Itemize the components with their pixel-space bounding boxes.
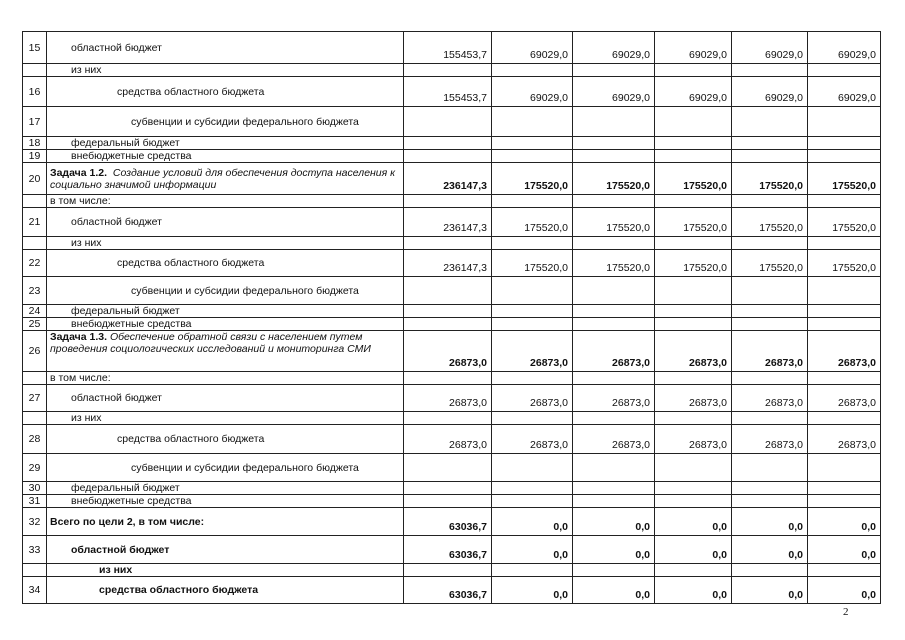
- cell-value: [492, 150, 573, 163]
- cell-value: [492, 305, 573, 318]
- row-label: из них: [47, 64, 404, 77]
- cell-value: [492, 237, 573, 250]
- row-label: в том числе:: [47, 372, 404, 385]
- cell-value: 69029,0: [655, 77, 732, 107]
- cell-value: [573, 277, 655, 305]
- cell-value: [404, 318, 492, 331]
- cell-value: [492, 454, 573, 482]
- row-number: 29: [23, 454, 47, 482]
- cell-value: 175520,0: [732, 208, 808, 237]
- budget-table: [22, 31, 881, 604]
- cell-value: [492, 64, 573, 77]
- cell-value: 0,0: [808, 536, 881, 564]
- row-number: 21: [23, 208, 47, 237]
- row-label: из них: [47, 412, 404, 425]
- task-label: [47, 163, 404, 195]
- cell-value: 26873,0: [732, 425, 808, 454]
- cell-value: 26873,0: [404, 331, 492, 372]
- cell-value: 0,0: [732, 508, 808, 536]
- cell-value: 69029,0: [808, 77, 881, 107]
- table-row: [23, 454, 881, 482]
- row-number: 15: [23, 32, 47, 64]
- row-label: субвенции и субсидии федерального бюджета: [47, 107, 404, 137]
- cell-value: [808, 318, 881, 331]
- row-number: 25: [23, 318, 47, 331]
- table-row: [23, 564, 881, 577]
- cell-value: 175520,0: [808, 208, 881, 237]
- cell-value: 175520,0: [732, 163, 808, 195]
- cell-value: [808, 454, 881, 482]
- cell-value: [404, 305, 492, 318]
- cell-value: [808, 305, 881, 318]
- cell-value: [655, 237, 732, 250]
- cell-value: [808, 64, 881, 77]
- cell-value: [655, 64, 732, 77]
- cell-value: [492, 482, 573, 495]
- cell-value: [808, 277, 881, 305]
- cell-value: [573, 150, 655, 163]
- cell-value: 63036,7: [404, 577, 492, 604]
- cell-value: [492, 277, 573, 305]
- cell-value: 26873,0: [573, 385, 655, 412]
- cell-value: [732, 564, 808, 577]
- cell-value: [492, 372, 573, 385]
- cell-value: [573, 495, 655, 508]
- cell-value: [404, 372, 492, 385]
- cell-value: [655, 150, 732, 163]
- cell-value: 236147,3: [404, 250, 492, 277]
- page-number: 2: [843, 606, 849, 618]
- cell-value: [573, 237, 655, 250]
- table-row: [23, 305, 881, 318]
- row-number: [23, 564, 47, 577]
- cell-value: 26873,0: [808, 331, 881, 372]
- cell-value: 69029,0: [732, 32, 808, 64]
- cell-value: 63036,7: [404, 536, 492, 564]
- cell-value: 26873,0: [492, 331, 573, 372]
- cell-value: [808, 412, 881, 425]
- task-description: Создание условий для обеспечения доступа населения к социально значимой информации: [50, 166, 396, 191]
- cell-value: [732, 107, 808, 137]
- cell-value: 0,0: [573, 508, 655, 536]
- table-row: [23, 318, 881, 331]
- cell-value: 0,0: [492, 508, 573, 536]
- cell-value: 0,0: [808, 577, 881, 604]
- cell-value: 0,0: [732, 577, 808, 604]
- cell-value: 0,0: [655, 536, 732, 564]
- cell-value: [655, 564, 732, 577]
- row-number: 23: [23, 277, 47, 305]
- cell-value: [492, 195, 573, 208]
- cell-value: 69029,0: [573, 32, 655, 64]
- cell-value: [655, 412, 732, 425]
- cell-value: 69029,0: [492, 77, 573, 107]
- cell-value: 26873,0: [808, 385, 881, 412]
- cell-value: [732, 277, 808, 305]
- cell-value: [492, 137, 573, 150]
- cell-value: [732, 195, 808, 208]
- cell-value: [404, 195, 492, 208]
- cell-value: 26873,0: [492, 425, 573, 454]
- cell-value: 0,0: [492, 577, 573, 604]
- table-row: [23, 137, 881, 150]
- cell-value: 0,0: [492, 536, 573, 564]
- cell-value: [732, 64, 808, 77]
- table-row: [23, 237, 881, 250]
- table-row: [23, 508, 881, 536]
- row-number: 24: [23, 305, 47, 318]
- row-label: в том числе:: [47, 195, 404, 208]
- cell-value: 26873,0: [404, 425, 492, 454]
- row-number: 34: [23, 577, 47, 604]
- cell-value: [655, 305, 732, 318]
- cell-value: 69029,0: [492, 32, 573, 64]
- cell-value: 63036,7: [404, 508, 492, 536]
- cell-value: 175520,0: [732, 250, 808, 277]
- cell-value: 26873,0: [732, 385, 808, 412]
- cell-value: 175520,0: [492, 208, 573, 237]
- table-row: [23, 163, 881, 195]
- row-label: областной бюджет: [47, 536, 404, 564]
- cell-value: [404, 137, 492, 150]
- row-label: из них: [47, 237, 404, 250]
- cell-value: 175520,0: [655, 163, 732, 195]
- cell-value: 175520,0: [492, 163, 573, 195]
- cell-value: [732, 495, 808, 508]
- cell-value: 69029,0: [732, 77, 808, 107]
- row-label: средства областного бюджета: [47, 77, 404, 107]
- task-label: [47, 331, 404, 372]
- cell-value: [492, 412, 573, 425]
- cell-value: 0,0: [655, 508, 732, 536]
- row-label: федеральный бюджет: [47, 305, 404, 318]
- cell-value: [808, 564, 881, 577]
- cell-value: 155453,7: [404, 77, 492, 107]
- table-row: [23, 32, 881, 64]
- cell-value: [808, 137, 881, 150]
- table-row: [23, 331, 881, 372]
- cell-value: 26873,0: [655, 425, 732, 454]
- cell-value: 26873,0: [573, 425, 655, 454]
- row-label: федеральный бюджет: [47, 137, 404, 150]
- cell-value: [732, 372, 808, 385]
- cell-value: 175520,0: [573, 208, 655, 237]
- row-label: средства областного бюджета: [47, 250, 404, 277]
- cell-value: [655, 137, 732, 150]
- table-row: [23, 577, 881, 604]
- row-number: 27: [23, 385, 47, 412]
- row-number: [23, 237, 47, 250]
- cell-value: [404, 495, 492, 508]
- table-row: [23, 425, 881, 454]
- cell-value: [655, 195, 732, 208]
- cell-value: [573, 305, 655, 318]
- cell-value: [573, 564, 655, 577]
- table-row: [23, 372, 881, 385]
- cell-value: [732, 150, 808, 163]
- cell-value: [573, 482, 655, 495]
- cell-value: 0,0: [808, 508, 881, 536]
- row-label: Всего по цели 2, в том числе:: [47, 508, 404, 536]
- task-title: Задача 1.2.: [50, 166, 108, 179]
- budget-table-sheet: [22, 31, 880, 604]
- cell-value: [573, 412, 655, 425]
- cell-value: 175520,0: [808, 163, 881, 195]
- cell-value: 175520,0: [655, 208, 732, 237]
- cell-value: 175520,0: [492, 250, 573, 277]
- cell-value: [655, 277, 732, 305]
- cell-value: [808, 195, 881, 208]
- cell-value: 236147,3: [404, 208, 492, 237]
- cell-value: [808, 237, 881, 250]
- row-number: 30: [23, 482, 47, 495]
- row-number: 28: [23, 425, 47, 454]
- cell-value: [404, 277, 492, 305]
- row-number: [23, 412, 47, 425]
- table-row: [23, 208, 881, 237]
- cell-value: 0,0: [655, 577, 732, 604]
- cell-value: [573, 195, 655, 208]
- cell-value: [732, 412, 808, 425]
- row-number: [23, 372, 47, 385]
- cell-value: [573, 372, 655, 385]
- row-label: внебюджетные средства: [47, 318, 404, 331]
- row-number: 17: [23, 107, 47, 137]
- cell-value: [655, 482, 732, 495]
- table-row: [23, 150, 881, 163]
- cell-value: [808, 372, 881, 385]
- cell-value: 175520,0: [573, 163, 655, 195]
- cell-value: [732, 237, 808, 250]
- cell-value: [404, 564, 492, 577]
- cell-value: 175520,0: [655, 250, 732, 277]
- table-row: [23, 495, 881, 508]
- row-number: 33: [23, 536, 47, 564]
- row-label: средства областного бюджета: [47, 577, 404, 604]
- row-label: областной бюджет: [47, 32, 404, 64]
- cell-value: [808, 107, 881, 137]
- cell-value: [655, 372, 732, 385]
- row-number: 18: [23, 137, 47, 150]
- cell-value: [404, 412, 492, 425]
- cell-value: 69029,0: [655, 32, 732, 64]
- cell-value: [732, 305, 808, 318]
- cell-value: [404, 64, 492, 77]
- cell-value: 26873,0: [492, 385, 573, 412]
- row-label: областной бюджет: [47, 208, 404, 237]
- cell-value: [732, 318, 808, 331]
- row-label: областной бюджет: [47, 385, 404, 412]
- cell-value: 175520,0: [808, 250, 881, 277]
- cell-value: 175520,0: [573, 250, 655, 277]
- cell-value: [732, 137, 808, 150]
- cell-value: [655, 318, 732, 331]
- row-label: внебюджетные средства: [47, 150, 404, 163]
- cell-value: [732, 454, 808, 482]
- cell-value: [573, 64, 655, 77]
- table-row: [23, 412, 881, 425]
- table-row: [23, 195, 881, 208]
- cell-value: [492, 495, 573, 508]
- row-label: из них: [47, 564, 404, 577]
- cell-value: [573, 107, 655, 137]
- row-number: 22: [23, 250, 47, 277]
- cell-value: [404, 150, 492, 163]
- cell-value: 26873,0: [404, 385, 492, 412]
- table-row: [23, 277, 881, 305]
- row-number: [23, 195, 47, 208]
- cell-value: [573, 318, 655, 331]
- row-label: субвенции и субсидии федерального бюджета: [47, 454, 404, 482]
- cell-value: [573, 454, 655, 482]
- table-row: [23, 250, 881, 277]
- task-description: Обеспечение обратной связи с населением путем проведения социологических исследований и мониторинга СМИ: [50, 331, 371, 355]
- row-number: [23, 64, 47, 77]
- cell-value: [732, 482, 808, 495]
- row-label: федеральный бюджет: [47, 482, 404, 495]
- cell-value: [492, 564, 573, 577]
- table-row: [23, 536, 881, 564]
- row-number: 31: [23, 495, 47, 508]
- row-number: 26: [23, 331, 47, 372]
- cell-value: [492, 318, 573, 331]
- cell-value: 26873,0: [655, 331, 732, 372]
- cell-value: [655, 495, 732, 508]
- row-number: 32: [23, 508, 47, 536]
- cell-value: [573, 137, 655, 150]
- cell-value: 0,0: [732, 536, 808, 564]
- task-title: Задача 1.3.: [50, 331, 108, 343]
- table-row: [23, 107, 881, 137]
- cell-value: 26873,0: [655, 385, 732, 412]
- cell-value: 0,0: [573, 536, 655, 564]
- table-row: [23, 77, 881, 107]
- cell-value: 69029,0: [808, 32, 881, 64]
- cell-value: [492, 107, 573, 137]
- cell-value: [404, 107, 492, 137]
- row-label: субвенции и субсидии федерального бюджета: [47, 277, 404, 305]
- row-number: 20: [23, 163, 47, 195]
- row-number: 16: [23, 77, 47, 107]
- cell-value: [404, 454, 492, 482]
- cell-value: 26873,0: [573, 331, 655, 372]
- row-label: внебюджетные средства: [47, 495, 404, 508]
- cell-value: 26873,0: [732, 331, 808, 372]
- row-label: средства областного бюджета: [47, 425, 404, 454]
- table-row: [23, 64, 881, 77]
- cell-value: 69029,0: [573, 77, 655, 107]
- cell-value: [655, 454, 732, 482]
- cell-value: 26873,0: [808, 425, 881, 454]
- cell-value: 155453,7: [404, 32, 492, 64]
- table-row: [23, 482, 881, 495]
- cell-value: [655, 107, 732, 137]
- cell-value: [808, 495, 881, 508]
- cell-value: [404, 482, 492, 495]
- table-row: [23, 385, 881, 412]
- cell-value: [808, 482, 881, 495]
- cell-value: [808, 150, 881, 163]
- cell-value: 0,0: [573, 577, 655, 604]
- cell-value: [404, 237, 492, 250]
- cell-value: 236147,3: [404, 163, 492, 195]
- row-number: 19: [23, 150, 47, 163]
